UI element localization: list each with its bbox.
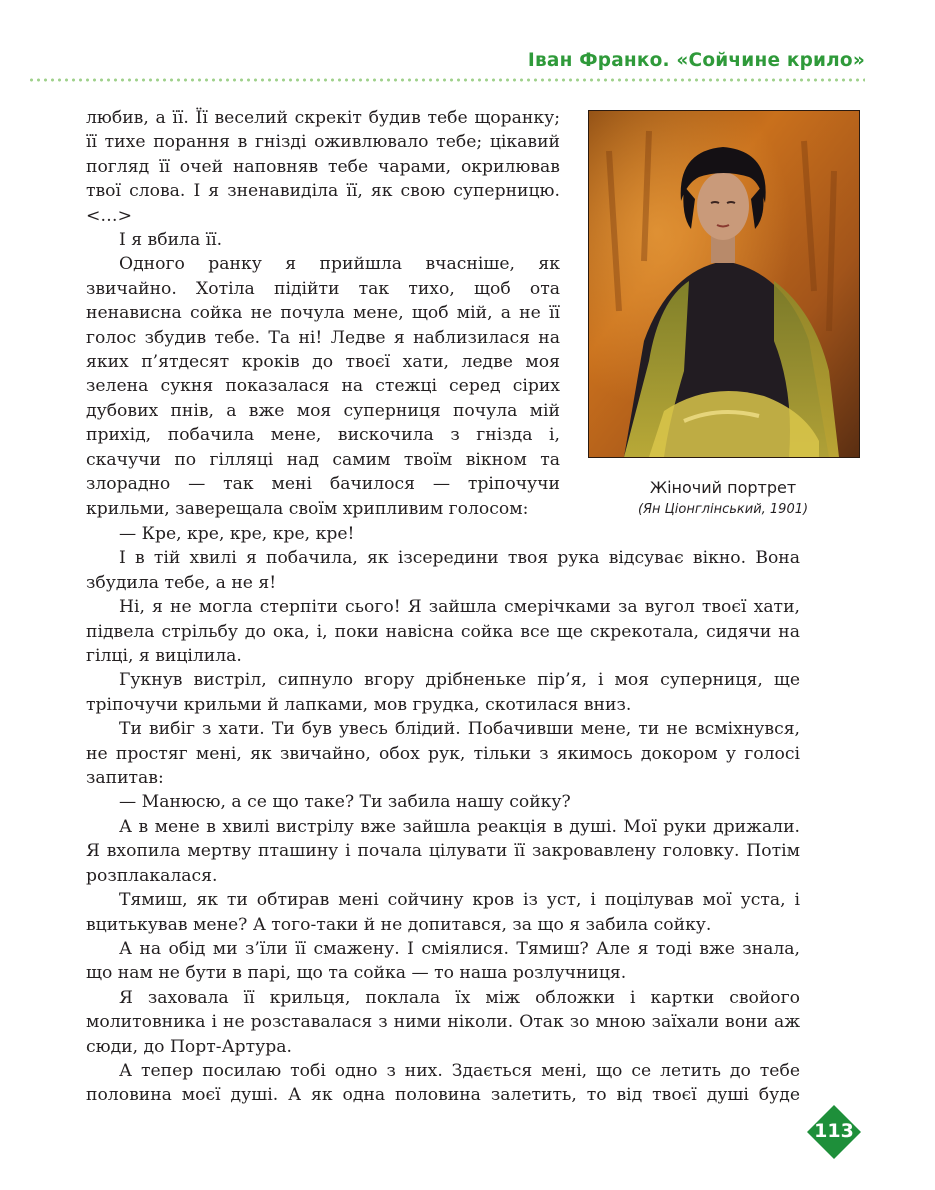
paragraph: Я заховала її крильця, поклала їх між обложки і картки свойого молитовника і не розставалася з ними ніколи. Отак зо мною заїхали вони аж сюди, до Порт-Артура. [86, 987, 800, 1057]
paragraph: Ти вибіг з хати. Ти був увесь блідий. Побачивши мене, ти не всміхнувся, не простяг мені, як звичайно, обох рук, тільки з якимось докором у голосі запитав: [86, 719, 800, 789]
caption-title: Жіночий портрет [649, 478, 797, 497]
paragraph: А на обід ми з’їли її смажену. І сміялися. Тямиш? Але я тоді вже знала, що нам не бути в парі, що та сойка — то наша розлучниця. [86, 938, 800, 984]
paragraph: — Манюсю, а се що таке? Ти забила нашу сойку? [119, 792, 571, 813]
paragraph: Тямиш, як ти обтирав мені сойчину кров із уст, і поцілував мої уста, і вцитькував мене? А того-таки й не допитався, за що я забила сойку. [86, 890, 800, 935]
caption-credit: (Ян Ціонглінський, 1901) [637, 502, 809, 517]
paragraph: І я вбила її. [119, 230, 223, 251]
full-width-text-column [86, 522, 800, 1108]
paragraph: — Кре, кре, кре, кре, кре! [119, 524, 355, 544]
portrait-painting [588, 110, 860, 458]
left-text-column [86, 106, 560, 521]
page-number-badge [806, 1104, 862, 1160]
page-header-title: Іван Франко. «Сойчине крило» [527, 50, 865, 71]
figure-caption [588, 478, 858, 517]
paragraph: Одного ранку я прийшла вчасніше, як звичайно. Хотіла підійти так тихо, щоб ота ненависна сойка не почула мене, щоб мій, а не її голос збудив тебе. Та ні! Ледве я наблизилася на яких п’ятдесят кроків до твоєї хати, ледве моя зелена сукня показалася на стежці серед сірих дубових пнів, а вже моя суперниця почула мій прихід, побачила мене, вискочила з гнізда і, скачучи по гілляці над самим твоїм вікном та злорадно — так мені бачилося — тріпочучи крильми, заверещала своїм хрипливим голосом: [86, 254, 560, 519]
paragraph: Гукнув вистріл, сипнуло вгору дрібненьке пір’я, і моя суперниця, ще тріпочучи крильми й лапками, мов грудка, скотилася вниз. [86, 670, 800, 715]
paragraph: любив, а її. Її веселий скрекіт будив тебе щоранку; її тихе порання в гнізді оживлювало тебе; цікавий погляд її очей наповняв тебе чарами, окрилював твої слова. І я зненавиділа її, як свою суперницю. <…> [86, 108, 560, 226]
paragraph: Ні, я не могла стерпіти сього! Я зайшла смерічками за вугол твоєї хати, підвела стрільбу до ока, і, поки навісна сойка все ще скрекотала, сидячи на гілці, я вицілила. [86, 597, 800, 667]
header-dotted-divider [28, 78, 865, 82]
paragraph: І в тій хвилі я побачила, як ізсередини твоя рука відсуває вікно. Вона збудила тебе, а не я! [86, 548, 800, 593]
page-number: 113 [814, 1120, 854, 1142]
paragraph: А в мене в хвилі вистрілу вже зайшла реакція в душі. Мої руки дрижали. Я вхопила мертву пташину і почала цілувати її закровавлену головку. Потім розплакалася. [86, 816, 800, 886]
paragraph: А тепер посилаю тобі одно з них. Здається мені, що се летить до тебе половина моєї душі. А як одна половина залетить, то від твоєї душі буде [86, 1060, 800, 1106]
